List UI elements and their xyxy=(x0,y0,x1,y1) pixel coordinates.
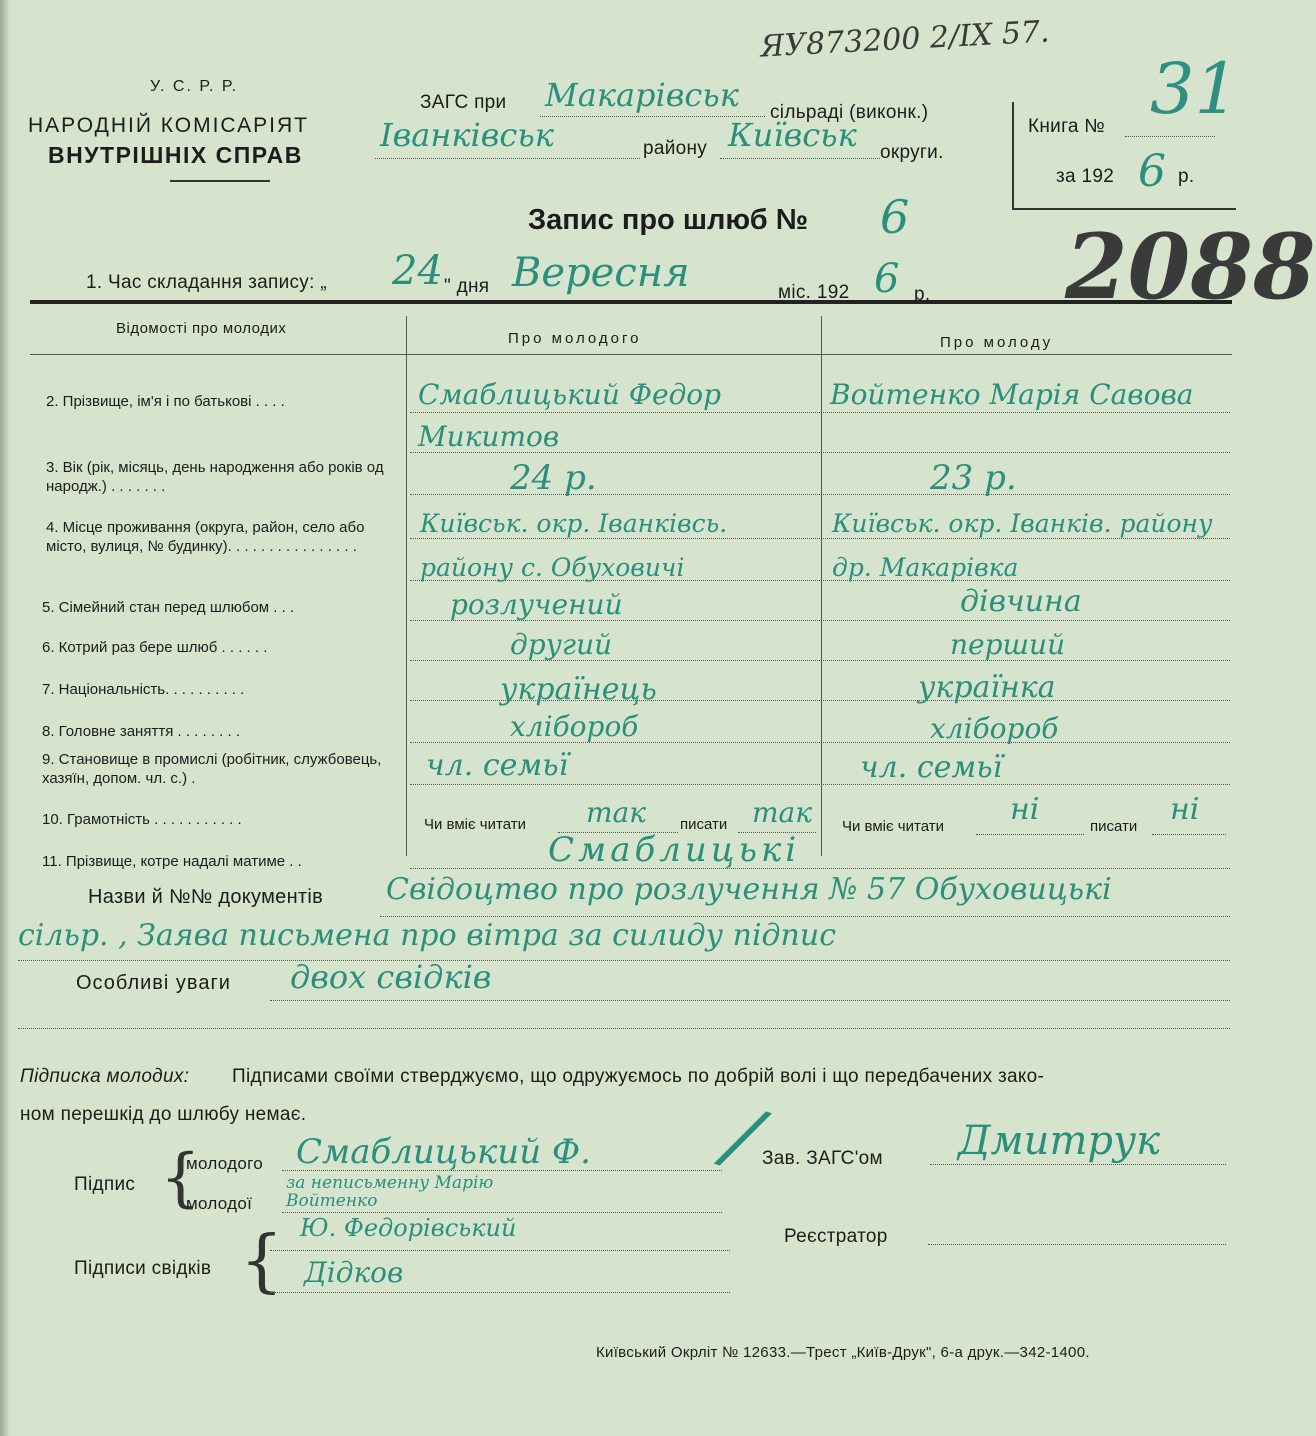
signature-brace: { xyxy=(160,1141,201,1215)
bride-read-line xyxy=(976,834,1084,835)
row-label-times: 6. Котрий раз бере шлюб . . . . . . xyxy=(42,639,268,656)
registrar-line xyxy=(928,1244,1226,1245)
row-label-surname: 11. Прізвище, котре надалі матиме . . xyxy=(42,853,302,870)
bride-status: чл. семьї xyxy=(860,750,1003,785)
table-top-rule xyxy=(30,300,1232,304)
bride-age: 23 р. xyxy=(930,458,1017,498)
table-col-divider-1 xyxy=(406,316,407,856)
head-sig-line xyxy=(930,1164,1226,1165)
table-col-divider-2 xyxy=(821,316,822,856)
commissariat-heading: НАРОДНІЙ КОМІСАРІЯТ xyxy=(28,114,309,137)
future-surname: Смаблицькі xyxy=(548,830,801,870)
record-month: Вересня xyxy=(512,250,690,296)
documents-label: Назви й №№ документів xyxy=(88,886,324,908)
bride-nationality: українка xyxy=(918,670,1056,705)
bride-write-label: писати xyxy=(1090,818,1138,835)
record-time-label: 1. Час складання запису: „ xyxy=(86,272,327,293)
remarks-rule xyxy=(270,1000,1230,1001)
zags-prefix: ЗАГС при xyxy=(420,92,507,113)
groom-status: чл. семьї xyxy=(426,748,569,783)
record-number: 6 xyxy=(880,190,910,244)
book-number: 31 xyxy=(1150,48,1240,130)
groom-read: так xyxy=(586,796,646,829)
remarks-label: Особливі уваги xyxy=(76,972,231,994)
record-title: Запис про шлюб № xyxy=(528,204,809,236)
declaration-heading: Підписка молодих: xyxy=(20,1066,190,1087)
zags-district-label: району xyxy=(643,138,708,159)
row-label-literacy: 10. Грамотність . . . . . . . . . . . xyxy=(42,811,242,828)
printer-footer: Київський Окрліт № 12633.—Трест „Київ-Друк", 6-а друк.—342-1400. xyxy=(596,1344,1090,1361)
col-header-bride: Про молоду xyxy=(940,334,1054,351)
bride-times: перший xyxy=(950,628,1066,661)
groom-marital: розлучений xyxy=(450,588,623,621)
row-label-residence: 4. Місце проживання (округа, район, село або місто, вулиця, № будинку). . . . . . . . . . . . . . . . xyxy=(46,519,365,555)
bride-signature: за неписьменну Марію Войтенко xyxy=(286,1173,494,1211)
signature-label: Підпис xyxy=(74,1174,136,1195)
internal-affairs-heading: ВНУТРІШНІХ СПРАВ xyxy=(48,142,303,168)
groom-residence: Київськ. окр. Іванківсь. району с. Обуховичі xyxy=(420,509,728,582)
zags-village: Макарівськ xyxy=(545,76,739,114)
groom-times: другий xyxy=(510,628,613,661)
col-header-info: Відомості про молодих xyxy=(116,320,287,337)
bride-write: ні xyxy=(1170,792,1200,827)
book-number-line xyxy=(1125,136,1215,137)
registrar-label: Реєстратор xyxy=(784,1226,888,1247)
row-label-status: 9. Становище в промислі (робітник, службовець, хазяїн, допом. чл. с.) . xyxy=(42,751,382,787)
witness-label: Підписи свідків xyxy=(74,1258,212,1279)
archive-note: ЯУ873200 2/IX 57. xyxy=(759,14,1051,65)
remarks-rule-2 xyxy=(18,1028,1230,1029)
bride-marital: дівчина xyxy=(960,584,1082,619)
bride-read: ні xyxy=(1010,792,1040,827)
ussr-heading: У. С. Р. Р. xyxy=(150,78,239,95)
record-year-suffix: р. xyxy=(914,284,931,305)
record-year-digit: 6 xyxy=(874,256,900,302)
record-day-suffix: " дня xyxy=(444,276,490,297)
bride-name: Войтенко Марія Савова xyxy=(830,378,1194,411)
head-signature: Дмитрук xyxy=(958,1118,1161,1164)
groom-nationality: українець xyxy=(500,672,657,707)
record-month-label: міс. 192 xyxy=(778,282,850,303)
binding-edge xyxy=(0,0,10,1436)
documents-rule-2 xyxy=(18,960,1230,961)
corner-number: 2088 xyxy=(1065,214,1316,320)
groom-signature: Смаблицький Ф. xyxy=(296,1132,591,1172)
witness-1-signature: Ю. Федорівський xyxy=(300,1214,517,1242)
groom-occupation: хлібороб xyxy=(510,710,639,743)
zags-district-line xyxy=(375,158,640,159)
witness-2-line xyxy=(270,1292,730,1293)
bride-read-label: Чи вміє читати xyxy=(842,818,944,835)
book-year-digit: 6 xyxy=(1138,146,1166,197)
zags-okrug: Київськ xyxy=(728,116,857,154)
documents-line3: двох свідків xyxy=(290,958,492,996)
declaration-text-1: Підписами своїми стверджуємо, що одружуємось по добрій волі і що передбачених зако- xyxy=(232,1066,1045,1087)
head-label: Зав. ЗАГС'ом xyxy=(762,1148,883,1169)
bride-occupation: хлібороб xyxy=(930,712,1059,745)
table-header-rule xyxy=(30,354,1232,355)
groom-sig-label: молодого xyxy=(186,1154,264,1173)
row-label-age: 3. Вік (рік, місяць, день народження або років од народж.) . . . . . . . xyxy=(46,459,384,495)
row-label-name: 2. Прізвище, ім'я і по батькові . . . . xyxy=(46,393,285,410)
documents-line2: сільр. , Заява письмена про вітра за силиду підпис xyxy=(18,918,836,953)
surname-line xyxy=(410,868,1230,869)
documents-rule-1 xyxy=(380,916,1230,917)
zags-okrug-label: округи. xyxy=(880,142,944,163)
groom-read-label: Чи вміє читати xyxy=(424,816,526,833)
witness-1-line xyxy=(270,1250,730,1251)
groom-sig-line xyxy=(282,1170,722,1171)
record-day: 24 xyxy=(392,248,443,294)
groom-write: так xyxy=(752,796,812,829)
row-line xyxy=(410,784,1230,785)
row-label-marital: 5. Сімейний стан перед шлюбом . . . xyxy=(42,599,295,616)
book-year-prefix: за 192 xyxy=(1056,166,1115,187)
zags-suffix: сільраді (виконк.) xyxy=(770,102,929,123)
col-header-groom: Про молодого xyxy=(508,330,642,347)
header-underline xyxy=(170,180,270,182)
witness-brace: { xyxy=(240,1222,284,1301)
witness-2-signature: Дідков xyxy=(304,1256,404,1289)
bride-write-line xyxy=(1152,834,1226,835)
bride-residence: Київськ. окр. Іванків. району др. Макарівка xyxy=(832,509,1213,582)
bride-sig-line xyxy=(282,1212,722,1213)
book-year-suffix: р. xyxy=(1178,166,1195,187)
bride-sig-label: молодої xyxy=(186,1194,253,1213)
declaration-text-2: ном перешкід до шлюбу немає. xyxy=(20,1104,307,1125)
row-label-nationality: 7. Національність. . . . . . . . . . xyxy=(42,681,245,698)
groom-name: Смаблицький Федор Микитов xyxy=(418,378,722,453)
groom-write-label: писати xyxy=(680,816,728,833)
approval-stroke: / xyxy=(716,1088,771,1185)
zags-district: Іванківськ xyxy=(380,116,554,154)
zags-okrug-line xyxy=(720,158,880,159)
row-label-occupation: 8. Головне заняття . . . . . . . . xyxy=(42,723,241,740)
groom-age: 24 р. xyxy=(510,458,597,498)
book-label: Книга № xyxy=(1028,116,1106,137)
documents-line1: Свідоцтво про розлучення № 57 Обуховицькі xyxy=(386,872,1112,907)
